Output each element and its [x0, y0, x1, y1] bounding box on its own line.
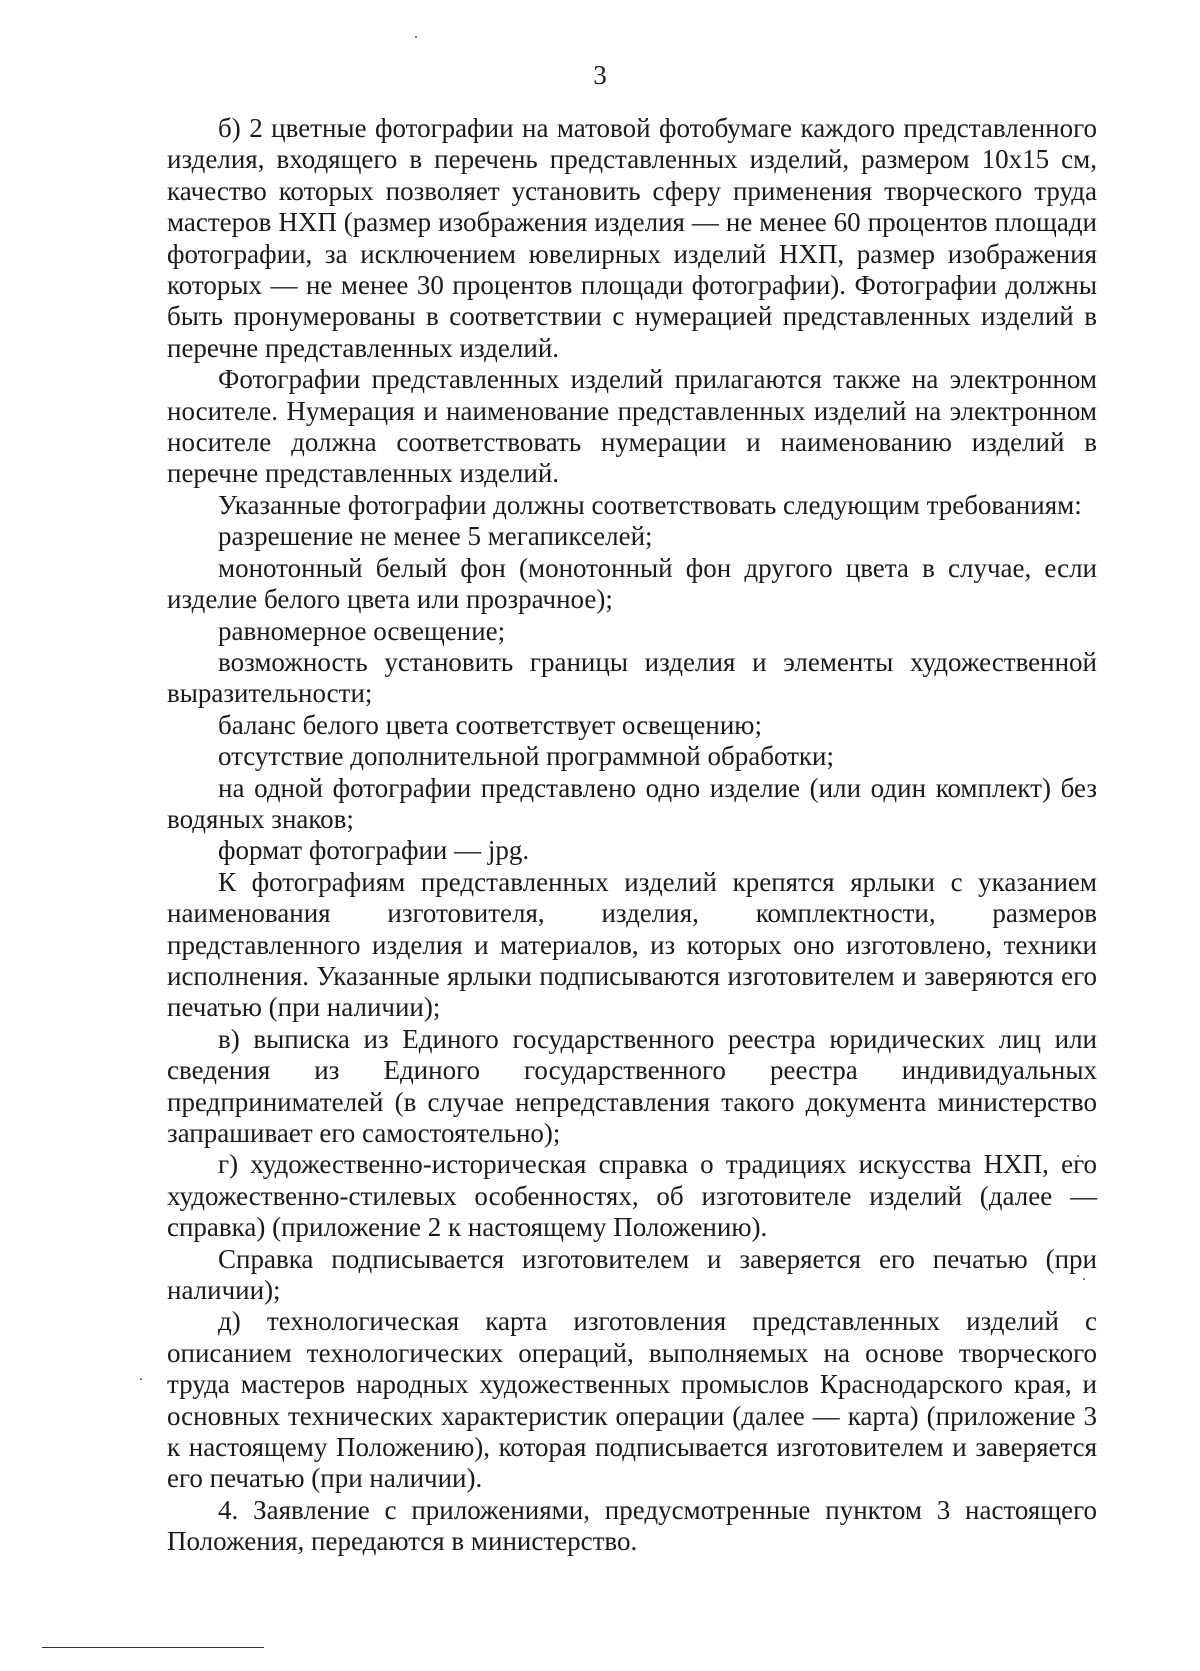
paragraph-electronic-media: Фотографии представленных изделий прилагаются также на электронном носителе. Нумерация и наименование представленных изделий на электронном носителе должна соответствовать нумерации и наименованию изделий в перечне представленных изделий. — [167, 364, 1097, 489]
paragraph-v-registry: в) выписка из Единого государственного реестра юридических лиц или сведения из Единого государственного реестра индивидуальных предпринимателей (в случае непредставления такого документа министерство запрашивает его самостоятельно); — [167, 1023, 1097, 1148]
paragraph-labels: К фотографиям представленных изделий крепятся ярлыки с указанием наименования изготовителя, изделия, комплектности, размеров представленного изделия и материалов, из которых оно изготовлено, техники исполнения. Указанные ярлыки подписываются изготовителем и заверяются его печатью (при наличии); — [167, 866, 1097, 1023]
requirement-boundaries: возможность установить границы изделия и элементы художественной выразительности; — [167, 646, 1097, 709]
paragraph-g-reference: г) художественно-историческая справка о традициях искусства НХП, его художественно-стилевых особенностях, об изготовителе изделий (далее — справка) (приложение 2 к настоящему Положению). — [167, 1149, 1097, 1243]
requirement-format: формат фотографии — jpg. — [218, 835, 530, 866]
paragraph-4-submission: 4. Заявление с приложениями, предусмотренные пунктом 3 настоящего Положения, передаются в министерство. — [167, 1494, 1097, 1557]
requirement-resolution: разрешение не менее 5 мегапикселей; — [218, 521, 653, 552]
requirement-lighting: равномерное освещение; — [218, 615, 506, 646]
requirement-no-processing: отсутствие дополнительной программной обработки; — [218, 741, 834, 772]
footnote-separator — [42, 1647, 264, 1648]
paragraph-requirements-intro: Указанные фотографии должны соответствовать следующим требованиям: — [218, 489, 1082, 520]
paragraph-b-photos: б) 2 цветные фотографии на матовой фотобумаге каждого представленного изделия, входящего в перечень представленных изделий, размером 10х15 см, качество которых позволяет установить сферу применения творческого труда мастеров НХП (размер изображения изделия — не менее 60 процентов площади фотографии, за исключением ювелирных изделий НХП, размер изображения которых — не менее 30 процентов площади фотографии). Фотографии должны быть пронумерованы в соответствии с нумерацией представленных изделий в перечне представленных изделий. — [167, 113, 1097, 363]
paragraph-reference-signature: Справка подписывается изготовителем и заверяется его печатью (при наличии); — [167, 1243, 1097, 1306]
scan-speck — [415, 36, 417, 38]
page-number: 3 — [593, 60, 607, 90]
requirement-white-balance: баланс белого цвета соответствует освещению; — [218, 709, 762, 740]
scan-speck — [140, 1378, 142, 1380]
requirement-background: монотонный белый фон (монотонный фон другого цвета в случае, если изделие белого цвета или прозрачное); — [167, 552, 1097, 615]
paragraph-d-tech-card: д) технологическая карта изготовления представленных изделий с описанием технологических операций, выполняемых на основе творческого труда мастеров народных художественных промыслов Краснодарского края, и основных технических характеристик операции (далее — карта) (приложение 3 к настоящему Положению), которая подписывается изготовителем и заверяется его печатью (при наличии). — [167, 1306, 1097, 1494]
document-body — [167, 113, 1097, 1558]
requirement-one-item: на одной фотографии представлено одно изделие (или один комплект) без водяных знаков; — [167, 772, 1097, 834]
